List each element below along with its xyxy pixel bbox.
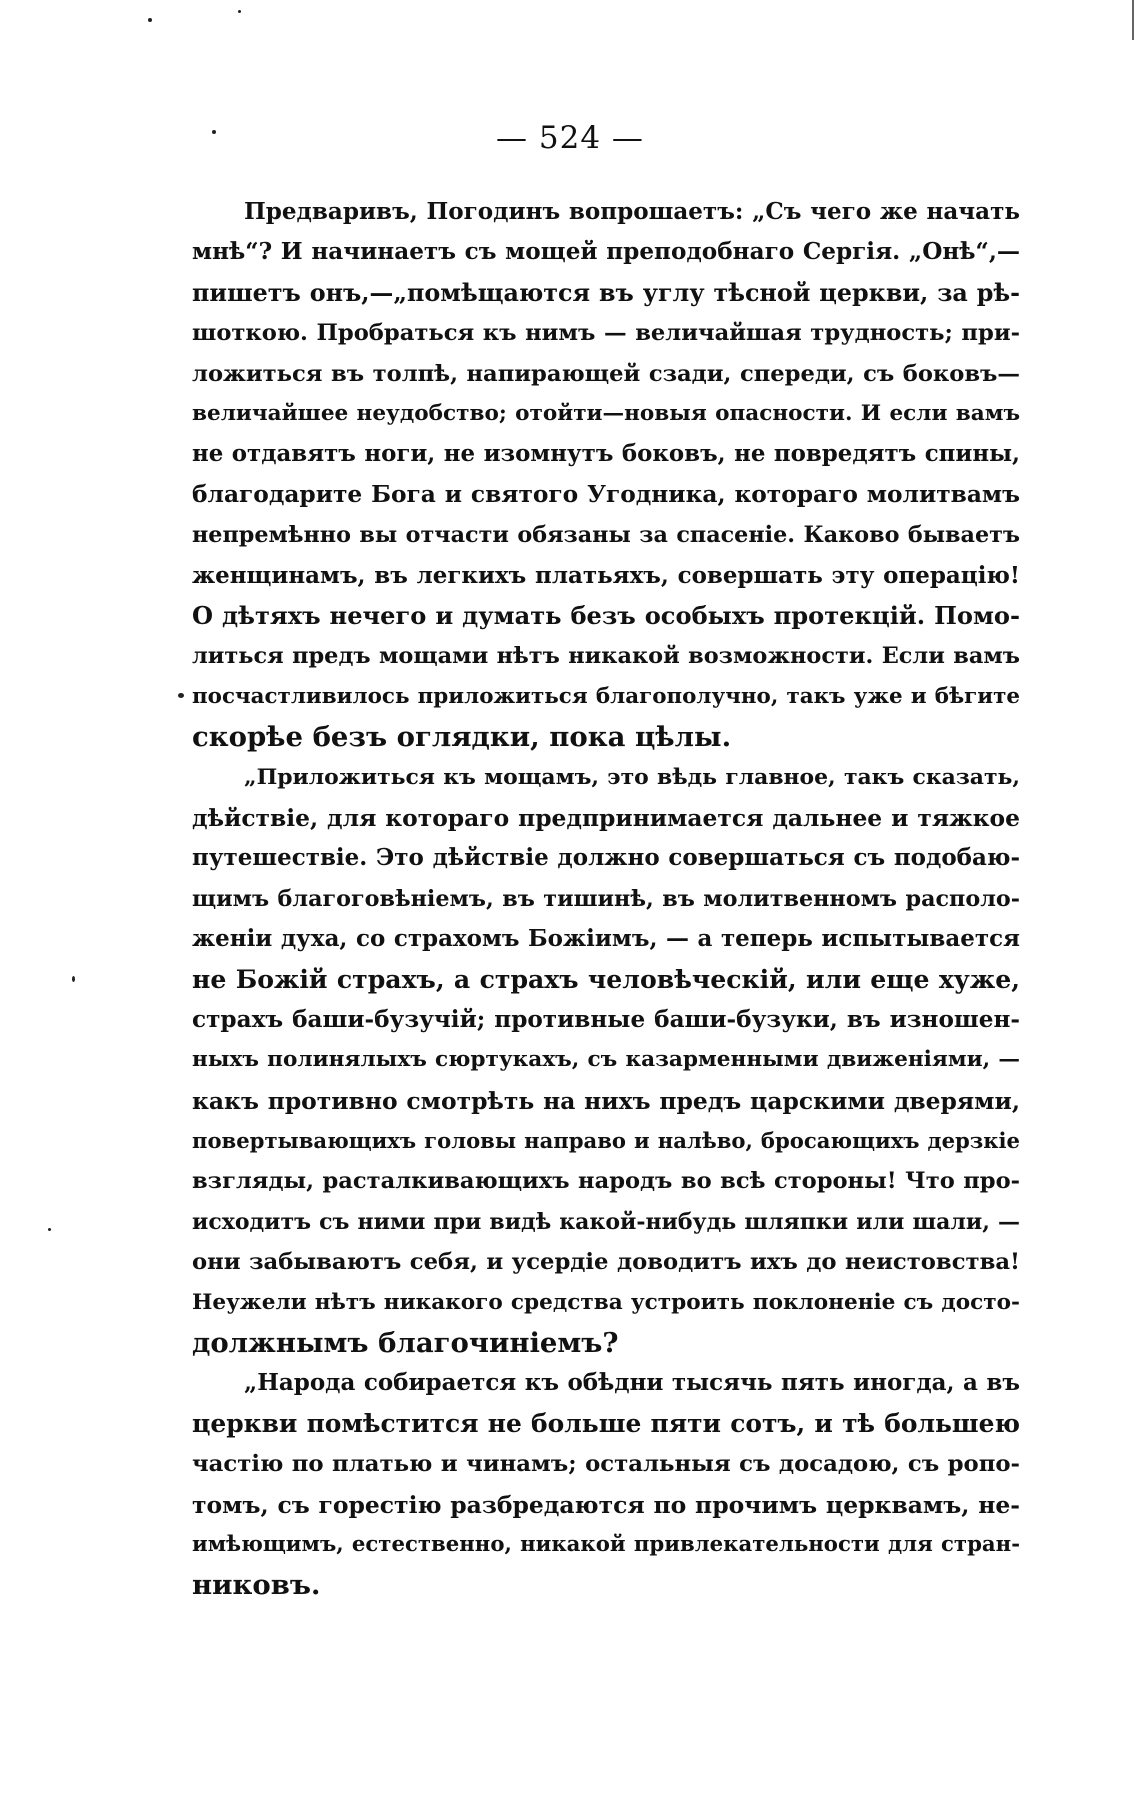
text-line: благодарите Бога и святого Угодника, котораго молитвамъ bbox=[192, 480, 1020, 508]
text-line: женіи духа, со страхомъ Божіимъ, — а теперь испытывается bbox=[192, 925, 1020, 953]
paragraph bbox=[192, 1363, 1020, 1605]
paragraph bbox=[192, 192, 1020, 757]
text-line: посчастливилось приложиться благополучно, такъ уже и бѣгите bbox=[192, 683, 1020, 709]
text-line: должнымъ благочиніемъ? bbox=[192, 1326, 619, 1359]
text-line: не Божій страхъ, а страхъ человѣческій, или еще хуже, bbox=[192, 964, 1020, 995]
text-line: какъ противно смотрѣть на нихъ предъ царскими дверями, bbox=[192, 1086, 1020, 1115]
text-line: Неужели нѣтъ никакого средства устроить поклоненіе съ досто- bbox=[192, 1289, 1020, 1315]
scan-speck bbox=[238, 10, 241, 13]
text-line: ложиться въ толпѣ, напирающей сзади, спереди, съ боковъ— bbox=[192, 360, 1020, 387]
scan-speck bbox=[178, 693, 184, 698]
text-line: скорѣе безъ оглядки, пока цѣлы. bbox=[192, 721, 732, 754]
text-line: „Приложиться къ мощамъ, это вѣдь главное, такъ сказать, bbox=[244, 764, 1020, 791]
text-line: повертывающихъ головы направо и налѣво, бросающихъ дерзкіе bbox=[192, 1127, 1020, 1153]
text-line: дѣйствіе, для котораго предпринимается дальнее и тяжкое bbox=[192, 803, 1020, 832]
page-number: — 524 — bbox=[496, 120, 644, 156]
text-line: исходитъ съ ними при видѣ какой-нибудь шляпки или шали, — bbox=[192, 1208, 1020, 1235]
text-line: женщинамъ, въ легкихъ платьяхъ, совершать эту операцію! bbox=[192, 561, 1020, 589]
text-line: пишетъ онъ,—„помѣщаются въ углу тѣсной церкви, за рѣ- bbox=[192, 278, 1020, 307]
body-text bbox=[192, 192, 1020, 1606]
text-line: не отдавятъ ноги, не изомнутъ боковъ, не повредятъ спины, bbox=[192, 441, 1020, 468]
text-line: величайшее неудобство; отойти—новыя опасности. И если вамъ bbox=[192, 400, 1020, 426]
scan-speck bbox=[148, 18, 152, 22]
text-line: О дѣтяхъ нечего и думать безъ особыхъ протекцій. Помо- bbox=[192, 600, 1020, 630]
text-line: частію по платью и чинамъ; остальныя съ досадою, съ ропо- bbox=[192, 1451, 1020, 1478]
text-line: путешествіе. Это дѣйствіе должно совершаться съ подобаю- bbox=[192, 844, 1020, 872]
scan-speck bbox=[72, 976, 75, 982]
text-line: имѣющимъ, естественно, никакой привлекательности для стран- bbox=[192, 1531, 1020, 1557]
text-line: томъ, съ горестію разбредаются по прочимъ церквамъ, не- bbox=[192, 1490, 1020, 1519]
scan-speck bbox=[48, 1228, 51, 1231]
text-line: литься предъ мощами нѣтъ никакой возможности. Если вамъ bbox=[192, 643, 1020, 670]
text-line: взгляды, расталкивающихъ народъ во всѣ стороны! Что про- bbox=[192, 1168, 1020, 1195]
page-edge-mark bbox=[1132, 0, 1134, 40]
text-line: мнѣ“? И начинаетъ съ мощей преподобнаго Сергія. „Онѣ“,— bbox=[192, 238, 1020, 266]
text-line: ныхъ полинялыхъ сюртукахъ, съ казарменными движеніями, — bbox=[192, 1047, 1020, 1073]
paragraph bbox=[192, 757, 1020, 1363]
text-line: шоткою. Пробраться къ нимъ — величайшая трудность; при- bbox=[192, 320, 1020, 347]
text-line: „Народа собирается къ обѣдни тысячь пять иногда, а въ bbox=[244, 1369, 1020, 1397]
text-line: Предваривъ, Погодинъ вопрошаетъ: „Съ чего же начать bbox=[244, 198, 1020, 225]
text-line: церкви помѣстится не больше пяти сотъ, и тѣ большею bbox=[192, 1408, 1020, 1438]
text-line: страхъ баши-бузучій; противные баши-бузуки, въ изношен- bbox=[192, 1005, 1020, 1033]
text-line: непремѣнно вы отчасти обязаны за спасеніе. Каково бываетъ bbox=[192, 522, 1020, 549]
text-line: щимъ благоговѣніемъ, въ тишинѣ, въ молитвенномъ располо- bbox=[192, 885, 1020, 912]
text-line: никовъ. bbox=[192, 1569, 321, 1602]
text-line: они забываютъ себя, и усердіе доводитъ ихъ до неистовства! bbox=[192, 1249, 1020, 1276]
